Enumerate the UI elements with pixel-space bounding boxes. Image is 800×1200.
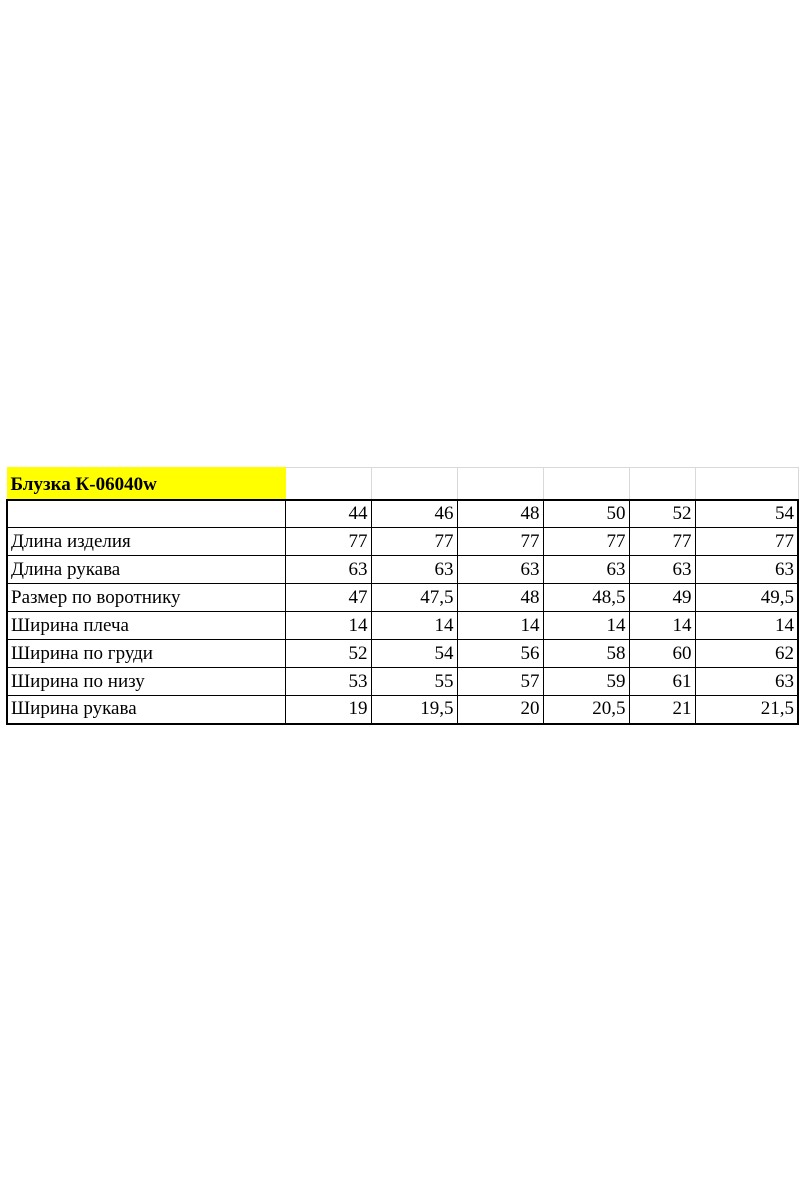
measurement-label[interactable]: Размер по воротнику [7, 584, 285, 612]
measurement-value[interactable]: 14 [629, 612, 695, 640]
measurement-label[interactable]: Ширина рукава [7, 696, 285, 724]
table-row [7, 528, 798, 556]
table-row [7, 612, 798, 640]
measurement-value[interactable]: 55 [371, 668, 457, 696]
measurement-value[interactable]: 62 [695, 640, 798, 668]
measurement-value[interactable]: 77 [371, 528, 457, 556]
measurement-value[interactable]: 21,5 [695, 696, 798, 724]
measurement-value[interactable]: 14 [543, 612, 629, 640]
product-title[interactable]: Блузка К-06040w [7, 468, 285, 500]
measurement-value[interactable]: 19 [285, 696, 371, 724]
measurement-value[interactable]: 58 [543, 640, 629, 668]
measurement-value[interactable]: 47,5 [371, 584, 457, 612]
measurement-value[interactable]: 57 [457, 668, 543, 696]
table-row [7, 696, 798, 724]
size-header-cell[interactable]: 54 [695, 500, 798, 528]
measurement-value[interactable]: 52 [285, 640, 371, 668]
title-row [7, 468, 798, 500]
measurement-value[interactable]: 77 [695, 528, 798, 556]
measurement-value[interactable]: 20,5 [543, 696, 629, 724]
measurement-label[interactable]: Длина рукава [7, 556, 285, 584]
measurement-value[interactable]: 63 [695, 556, 798, 584]
table-row [7, 668, 798, 696]
measurement-value[interactable]: 59 [543, 668, 629, 696]
table-row [7, 556, 798, 584]
measurement-value[interactable]: 47 [285, 584, 371, 612]
measurement-value[interactable]: 54 [371, 640, 457, 668]
measurement-label[interactable]: Ширина плеча [7, 612, 285, 640]
measurement-value[interactable]: 77 [629, 528, 695, 556]
measurement-value[interactable]: 77 [457, 528, 543, 556]
measurement-value[interactable]: 53 [285, 668, 371, 696]
size-header-cell[interactable]: 50 [543, 500, 629, 528]
measurement-value[interactable]: 63 [285, 556, 371, 584]
measurement-value[interactable]: 14 [457, 612, 543, 640]
table-row [7, 640, 798, 668]
header-label-cell[interactable] [7, 500, 285, 528]
size-header-cell[interactable]: 52 [629, 500, 695, 528]
measurement-value[interactable]: 48 [457, 584, 543, 612]
empty-cell[interactable] [695, 468, 798, 500]
empty-cell[interactable] [457, 468, 543, 500]
measurement-value[interactable]: 14 [695, 612, 798, 640]
sizes-header-row [7, 500, 798, 528]
measurement-value[interactable]: 49 [629, 584, 695, 612]
measurement-value[interactable]: 61 [629, 668, 695, 696]
measurement-value[interactable]: 48,5 [543, 584, 629, 612]
measurement-value[interactable]: 77 [543, 528, 629, 556]
measurement-value[interactable]: 63 [371, 556, 457, 584]
measurement-value[interactable]: 49,5 [695, 584, 798, 612]
measurement-value[interactable]: 60 [629, 640, 695, 668]
measurement-value[interactable]: 63 [695, 668, 798, 696]
size-header-cell[interactable]: 46 [371, 500, 457, 528]
size-chart-table [6, 467, 799, 725]
measurement-value[interactable]: 14 [371, 612, 457, 640]
measurement-value[interactable]: 20 [457, 696, 543, 724]
size-header-cell[interactable]: 48 [457, 500, 543, 528]
measurement-label[interactable]: Ширина по груди [7, 640, 285, 668]
measurement-value[interactable]: 19,5 [371, 696, 457, 724]
empty-cell[interactable] [285, 468, 371, 500]
size-header-cell[interactable]: 44 [285, 500, 371, 528]
empty-cell[interactable] [629, 468, 695, 500]
empty-cell[interactable] [543, 468, 629, 500]
measurement-value[interactable]: 63 [629, 556, 695, 584]
measurement-value[interactable]: 63 [543, 556, 629, 584]
measurement-value[interactable]: 77 [285, 528, 371, 556]
measurement-value[interactable]: 14 [285, 612, 371, 640]
measurement-value[interactable]: 21 [629, 696, 695, 724]
measurement-label[interactable]: Ширина по низу [7, 668, 285, 696]
table-row [7, 584, 798, 612]
measurement-label[interactable]: Длина изделия [7, 528, 285, 556]
measurement-value[interactable]: 63 [457, 556, 543, 584]
empty-cell[interactable] [371, 468, 457, 500]
measurement-value[interactable]: 56 [457, 640, 543, 668]
